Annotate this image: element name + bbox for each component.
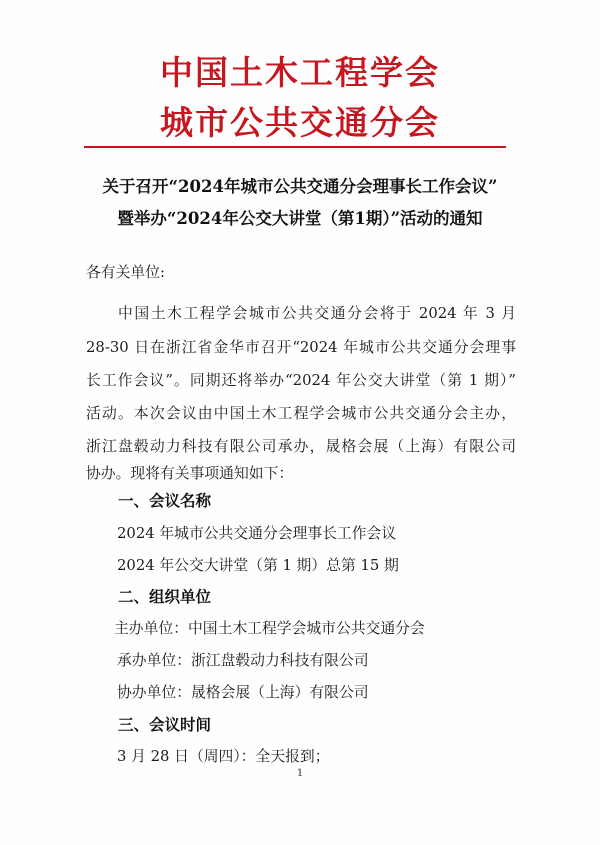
notice-title-line2: 暨举办“2024年公交大讲堂（第1期）”活动的通知 [117, 209, 483, 228]
section-line: 主办单位：中国土木工程学会城市公共交通分会 [114, 620, 425, 637]
section-line: 2024 年城市公共交通分会理事长工作会议 [117, 525, 397, 542]
intro-line: 长工作会议”。同期还将举办“2024 年公交大讲堂（第 1 期）” [86, 372, 516, 389]
section-heading: 三、会议时间 [118, 716, 212, 734]
org-name-line1: 中国土木工程学会 [160, 53, 440, 92]
org-name-line2: 城市公共交通分会 [160, 103, 440, 142]
section-line: 2024 年公交大讲堂（第 1 期）总第 15 期 [117, 557, 399, 574]
section-line: 3 月 28 日（周四）：全天报到； [117, 748, 330, 765]
page-number: 1 [296, 768, 304, 779]
intro-line: 协办。现将有关事项通知如下： [86, 465, 294, 482]
section-line: 承办单位：浙江盘毂动力科技有限公司 [117, 652, 369, 669]
intro-line: 中国土木工程学会城市公共交通分会将于 2024 年 3 月 [118, 305, 516, 322]
salutation: 各有关单位: [86, 264, 165, 281]
intro-line: 活动。本次会议由中国土木工程学会城市公共交通分会主办， [86, 405, 516, 422]
intro-line: 浙江盘毂动力科技有限公司承办，晟格会展（上海）有限公司 [86, 438, 516, 455]
header-divider [84, 146, 506, 148]
section-heading: 一、会议名称 [118, 492, 212, 510]
section-line: 协办单位：晟格会展（上海）有限公司 [117, 684, 369, 701]
intro-line: 28-30 日在浙江省金华市召开“2024 年城市公共交通分会理事 [86, 339, 516, 356]
section-heading: 二、组织单位 [118, 588, 212, 606]
notice-title-line1: 关于召开“2024年城市公共交通分会理事长工作会议” [102, 177, 498, 196]
